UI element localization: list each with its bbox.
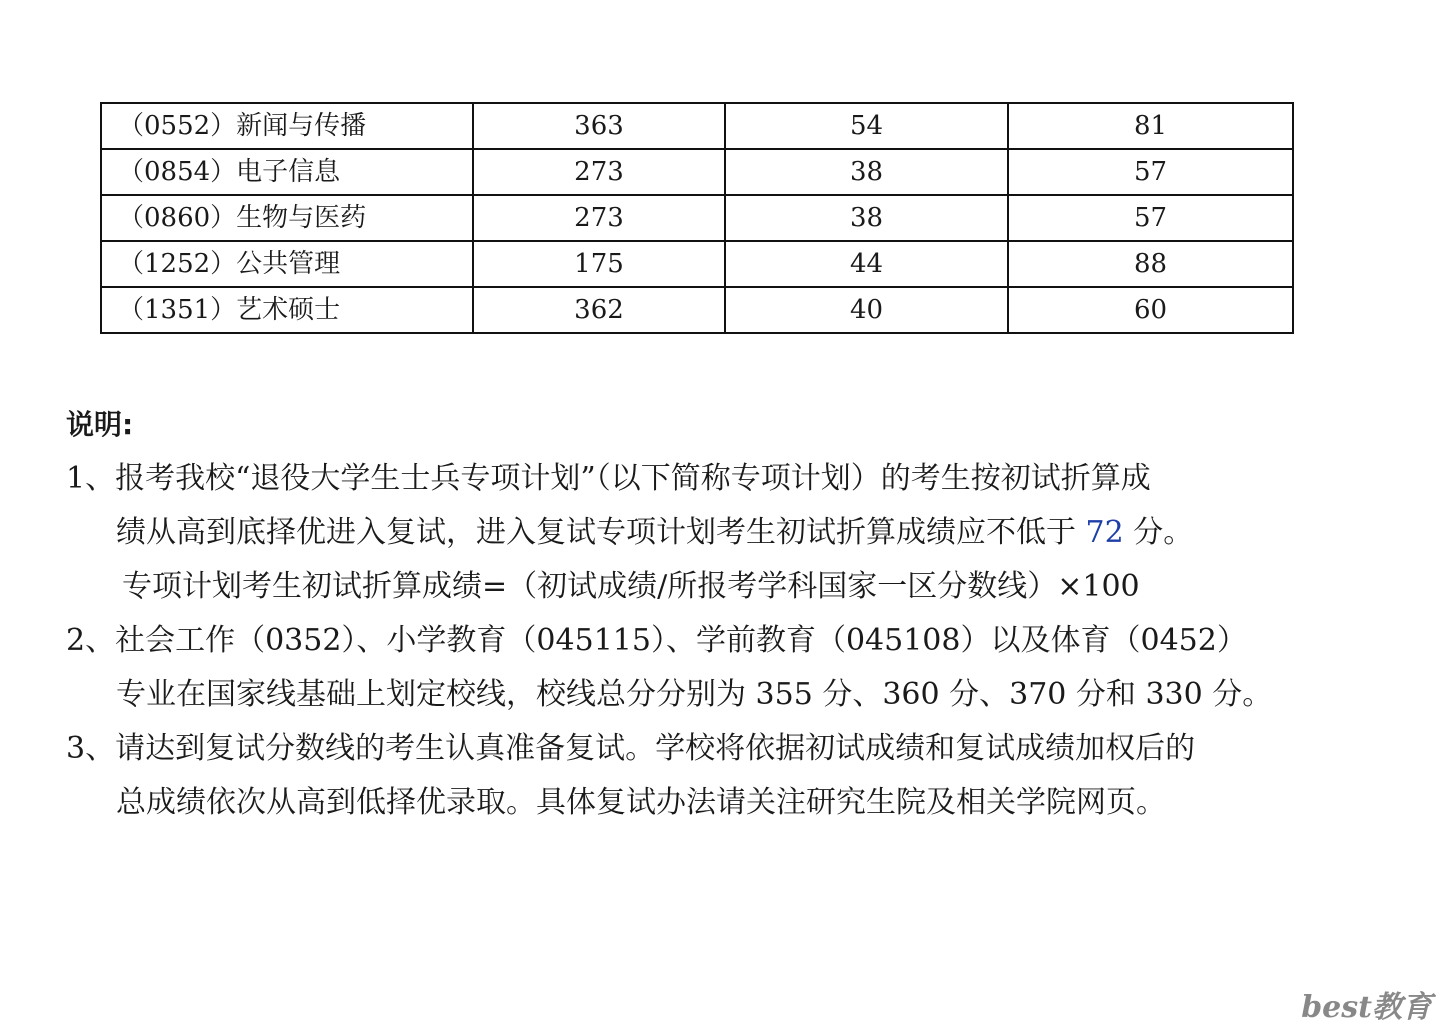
notes-title: 说明: bbox=[66, 408, 134, 441]
min-score-value: 72 bbox=[1085, 515, 1124, 550]
subject-score-cell: 54 bbox=[725, 103, 1008, 149]
subject-score-cell: 40 bbox=[725, 287, 1008, 333]
note-2-line-1: 2、社会工作（0352）、小学教育（045115）、学前教育（045108）以及体育（0452） bbox=[66, 623, 1247, 658]
subject-score-cell: 38 bbox=[725, 149, 1008, 195]
total-score-cell: 273 bbox=[473, 195, 725, 241]
table-row bbox=[101, 149, 1293, 195]
total-score-cell: 362 bbox=[473, 287, 725, 333]
table-row bbox=[101, 103, 1293, 149]
note-1-formula: 专项计划考生初试折算成绩=（初试成绩/所报考学科国家一区分数线）×100 bbox=[122, 569, 1140, 604]
score-table bbox=[100, 102, 1294, 334]
major-cell: （0860）生物与医药 bbox=[101, 195, 473, 241]
table-row bbox=[101, 195, 1293, 241]
total-score-cell: 175 bbox=[473, 241, 725, 287]
note-1-line-1: 1、报考我校“退役大学生士兵专项计划”（以下简称专项计划）的考生按初试折算成 bbox=[66, 461, 1151, 496]
subject-score-cell: 57 bbox=[1008, 149, 1293, 195]
total-score-cell: 273 bbox=[473, 149, 725, 195]
subject-score-cell: 44 bbox=[725, 241, 1008, 287]
major-cell: （0854）电子信息 bbox=[101, 149, 473, 195]
major-cell: （0552）新闻与传播 bbox=[101, 103, 473, 149]
subject-score-cell: 81 bbox=[1008, 103, 1293, 149]
table-row bbox=[101, 241, 1293, 287]
subject-score-cell: 88 bbox=[1008, 241, 1293, 287]
note-1-line-2 bbox=[66, 506, 1366, 560]
watermark-logo: best教育 bbox=[1301, 990, 1432, 1025]
note-3-line-2: 总成绩依次从高到低择优录取。具体复试办法请关注研究生院及相关学院网页。 bbox=[116, 785, 1166, 820]
subject-score-cell: 57 bbox=[1008, 195, 1293, 241]
notes-section bbox=[66, 398, 1366, 830]
subject-score-cell: 38 bbox=[725, 195, 1008, 241]
subject-score-cell: 60 bbox=[1008, 287, 1293, 333]
major-cell: （1351）艺术硕士 bbox=[101, 287, 473, 333]
note-1-line-2-text: 绩从高到底择优进入复试，进入复试专项计划考生初试折算成绩应不低于 bbox=[116, 515, 1076, 550]
total-score-cell: 363 bbox=[473, 103, 725, 149]
table-row bbox=[101, 287, 1293, 333]
note-3-line-1: 3、请达到复试分数线的考生认真准备复试。学校将依据初试成绩和复试成绩加权后的 bbox=[66, 731, 1196, 766]
note-2-line-2: 专业在国家线基础上划定校线，校线总分分别为 355 分、360 分、370 分和 330 分。 bbox=[116, 677, 1273, 712]
major-cell: （1252）公共管理 bbox=[101, 241, 473, 287]
note-1-line-2-suffix: 分。 bbox=[1133, 515, 1194, 550]
